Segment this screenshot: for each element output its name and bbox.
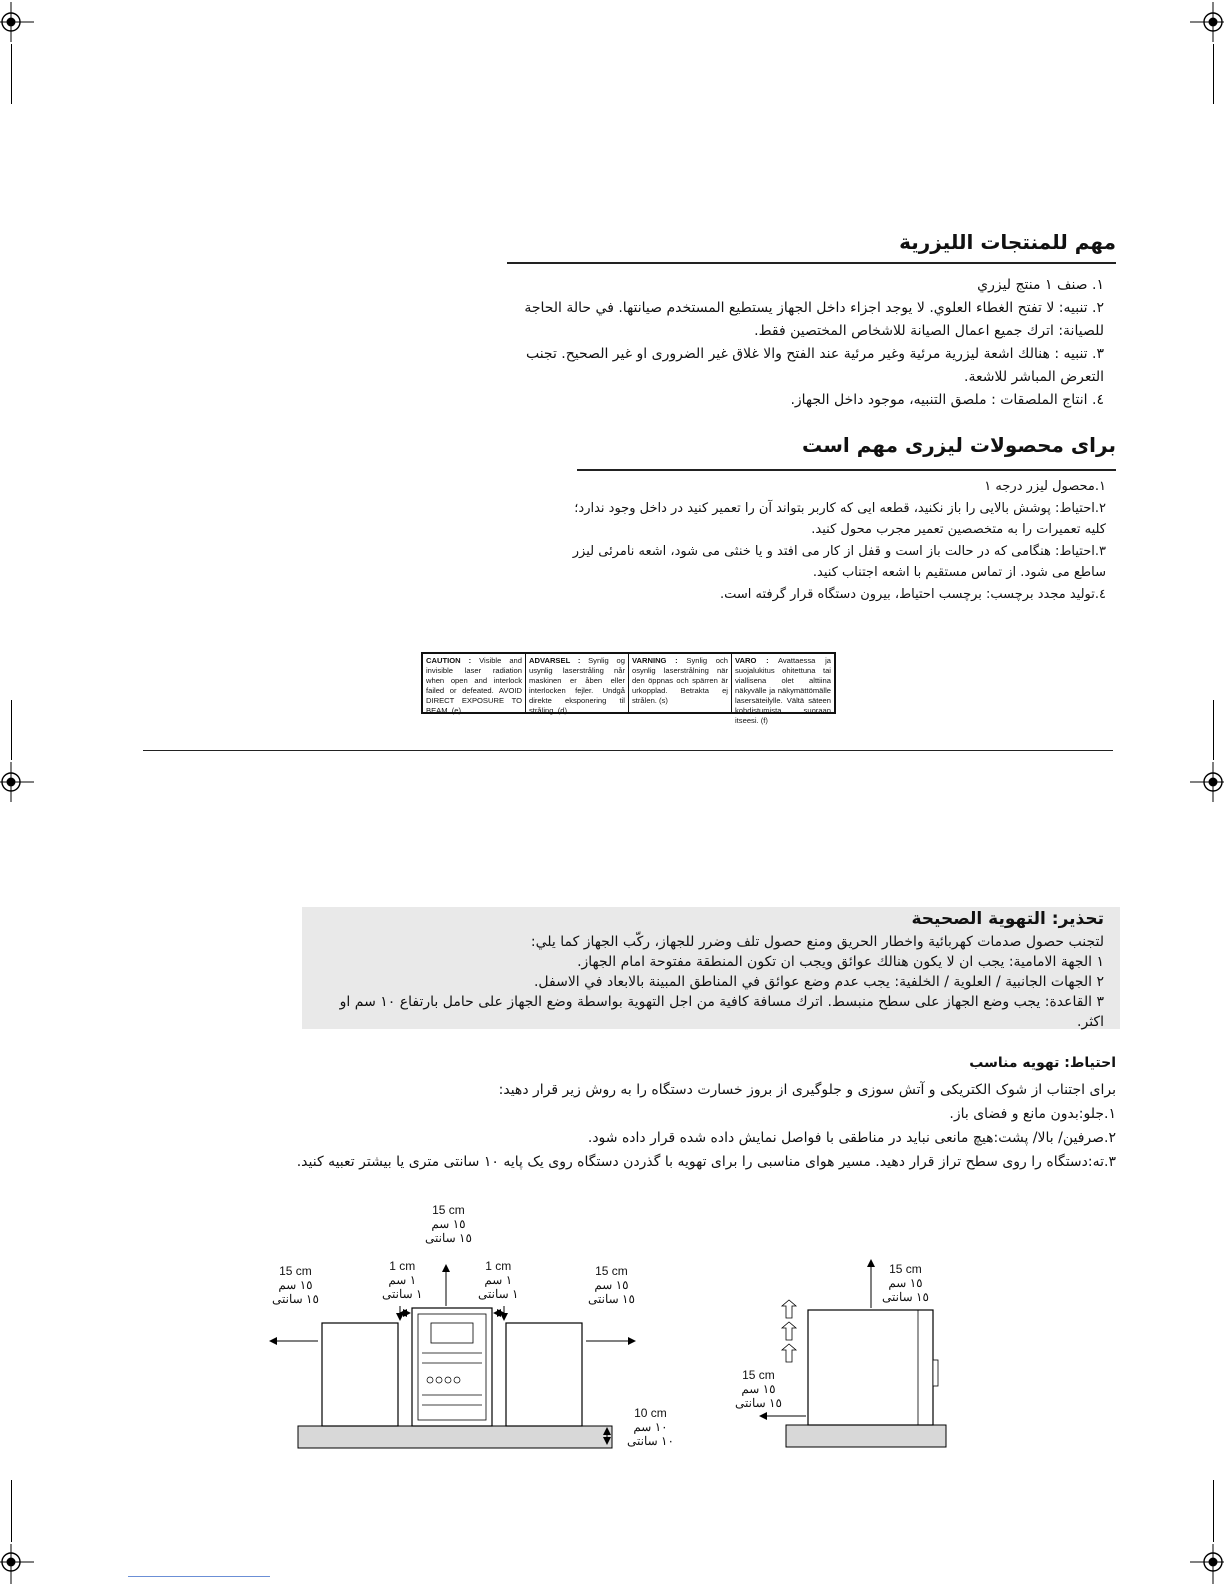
diagram-label-top [425,1203,472,1245]
section2-item-3: ٣.احتياط: هنگامی که در حالت باز است و قفل از کار می افتد و يا خنثی می شود، اشعه نامرئی ليزر ساطع می شود. از تماس مستقيم با اشعه اجتناب کنيد. [572,543,1106,580]
section2-item-4: ٤.توليد مجدد برچسب: برچسب احتياط، بيرون دستگاه قرار گرفته است. [720,586,1106,602]
diagram-label-line: ١٥ سم [278,1278,313,1292]
caution-label-head: CAUTION : [426,656,472,665]
diagram-label-line: ١٥ سانتی [588,1292,635,1306]
registration-mark-icon [1190,1544,1224,1584]
registration-mark-icon [0,1544,34,1584]
section4-item-2: ٢.صرفين/ بالا/ پشت:هيچ مانعی نبايد در مناطقی با فواصل نمايش داده شده قرار داده شود. [587,1130,1116,1146]
section4-title: احتياط: تهويه مناسب [969,1055,1116,1071]
caution-label-head: ADVARSEL : [529,656,581,665]
base-stand [298,1426,612,1448]
section1-rule [507,262,1116,264]
caution-label-text: Visible and invisible laser radiation when open and interlock failed or defeated. AVOID DIRECT EXPOSURE TO BEAM. [426,656,522,715]
diagram-label-left-gap [382,1259,422,1301]
caution-label-code: (s) [659,696,668,705]
caution-label-code: (f) [760,716,768,725]
section1-item-3: ٣. تنبيه : هنالك اشعة ليزرية مرئية وغير مرئية عند الفتح والا غلاق غير الضرورى او غير الصحيح. تجنب التعرض المباشر للاشعة. [525,346,1104,385]
crop-line [128,1576,270,1577]
section3-intro: لتجنب حصول صدمات كهربائية واخطار الحريق ومنع حصول تلف وضرر للجهاز، ركّب الجهاز كما يلي: [530,934,1104,950]
diagram-label-side-back [735,1368,782,1410]
crop-line [11,700,12,760]
diagram-label-line: ١ سانتی [382,1287,423,1301]
section1-list [500,274,1104,412]
base-stand [786,1425,946,1447]
diagram-label-line: ١ سم [388,1273,417,1287]
caution-label-cell [423,654,525,715]
crop-line [1213,700,1214,760]
diagram-label-line: ١٥ سم [741,1382,776,1396]
section3-body [310,932,1104,1032]
section3-item-3: ٣ القاعدة: يجب وضع الجهاز على سطح منبسط. اترك مسافة كافية من اجل التهوية بواسطة وضع الجهاز على حامل بارتفاع ١٠ سم او اكثر. [339,994,1104,1030]
right-speaker [506,1323,582,1426]
caution-label-cell [525,654,628,715]
side-unit [808,1310,933,1425]
crop-line [11,1480,12,1542]
diagram-label-line: 15 cm [595,1264,628,1278]
diagram-label-right-outer [588,1264,635,1306]
front-view-diagram [270,1210,660,1460]
section4-body [260,1078,1116,1174]
caution-label-text: Avattaessa ja suojalukitus ohitettuna tai viallisena olet alttiina näkyvälle ja näkymättömälle lasersäteilylle. Vältä säteen kohdistumista suoraan itseesi. [735,656,831,725]
diagram-label-line: 1 cm [389,1259,416,1273]
diagram-label-line: 15 cm [742,1368,775,1382]
middle-divider [143,750,1113,751]
section2-title: برای محصولات ليزری مهم است [802,433,1116,457]
diagram-label-right-gap [478,1259,518,1301]
diagram-label-line: ١٠ سانتی [627,1434,674,1448]
diagram-label-line: 1 cm [485,1259,512,1273]
diagram-label-line: ١٥ سم [888,1276,923,1290]
diagram-label-bottom [627,1406,674,1448]
crop-line [1213,1480,1214,1542]
diagram-label-line: ١ سم [484,1273,513,1287]
section4-intro: برای اجتناب از شوک الکتريکی و آتش سوزی و جلوگيری از بروز خسارت دستگاه را به روش زير قرار دهيد: [498,1082,1116,1098]
caution-label-head: VARO : [735,656,769,665]
left-speaker [322,1323,398,1426]
section1-item-4: ٤. انتاج الملصقات : ملصق التنبيه، موجود داخل الجهاز. [790,392,1104,408]
diagram-label-line: ١٥ سانتی [425,1231,472,1245]
diagram-label-line: 10 cm [634,1406,667,1420]
registration-mark-icon [0,762,34,802]
diagram-label-left-outer [272,1264,319,1306]
diagram-label-line: ١٥ سم [594,1278,629,1292]
section2-list [560,476,1106,605]
crop-line [11,44,12,104]
section1-item-2: ٢. تنبيه: لا تفتح الغطاء العلوي. لا يوجد اجزاء داخل الجهاز يستطيع المستخدم صيانتها. في حالة الحاجة للصيانة: اترك جميع اعمال الصيانة للاشخاص المختصين فقط. [524,300,1104,339]
section2-rule [577,469,1116,471]
caution-label [421,652,836,725]
diagram-label-line: ١٠ سم [633,1420,668,1434]
registration-mark-icon [1190,2,1224,42]
diagram-label-line: ١٥ سم [431,1217,466,1231]
caution-label-text: Synlig och osynlig laserstrålning när den öppnas och spärren är urkopplad. Betrakta ej strålen. [632,656,728,705]
registration-mark-icon [1190,762,1224,802]
section2-item-2: ٢.احتياط: پوشش بالايی را باز نکنيد، قطعه ايی که کاربر بتواند آن را تعمير کنيد در داخل وجود ندارد؛ کليه تعميرات را به متخصصين تعمير مجرب محول کنيد. [574,500,1106,537]
unit-display [431,1323,473,1343]
section3-item-1: ١ الجهة الامامية: يجب ان لا يكون هنالك عوائق ويجب ان تكون المنطقة مفتوحة امام الجهاز. [577,954,1104,970]
diagram-label-line: 15 cm [279,1264,312,1278]
section1-item-1: ١. صنف ١ منتج ليزري [977,277,1104,293]
diagram-label-line: 15 cm [889,1262,922,1276]
crop-line [1213,44,1214,104]
section4-item-1: ١.جلو:بدون مانع و فضای باز. [949,1106,1116,1122]
diagram-label-line: ١٥ سانتی [272,1292,319,1306]
section3-item-2: ٢ الجهات الجانبية / العلوية / الخلفية: يجب عدم وضع عوائق في المناطق المبينة بالابعاد في الاسفل. [533,974,1104,990]
section4-item-3: ٣.ته:دستگاه را روی سطح تراز قرار دهيد. مسير هوای مناسبی را برای تهويه با گذردن دستگاه روی يک پايه ١٠ سانتی متری يا بيشتر تعبيه کنيد. [296,1154,1116,1170]
diagram-label-line: ١ سانتی [478,1287,519,1301]
registration-mark-icon [0,2,34,42]
caution-label-cell [731,654,834,725]
section3-title: تحذير: التهوية الصحيحة [911,909,1104,929]
diagram-label-line: ١٥ سانتی [882,1290,929,1304]
section1-title: مهم للمنتجات الليزرية [899,230,1116,254]
caution-label-text: Synlig og usynlig laserstråling når maskinen er åben eller interlocken fejler. Undgå direkte eksponering til stråling. [529,656,625,715]
diagram-label-line: ١٥ سانتی [735,1396,782,1410]
caution-label-head: VARNING : [632,656,678,665]
diagram-label-side-top [882,1262,929,1304]
diagram-label-line: 15 cm [432,1203,465,1217]
caution-label-cell [628,654,731,712]
caution-label-code: (d) [557,706,567,715]
caution-label-code: (e) [451,706,462,715]
section2-item-1: ١.محصول ليزر درجه ١ [984,479,1106,494]
